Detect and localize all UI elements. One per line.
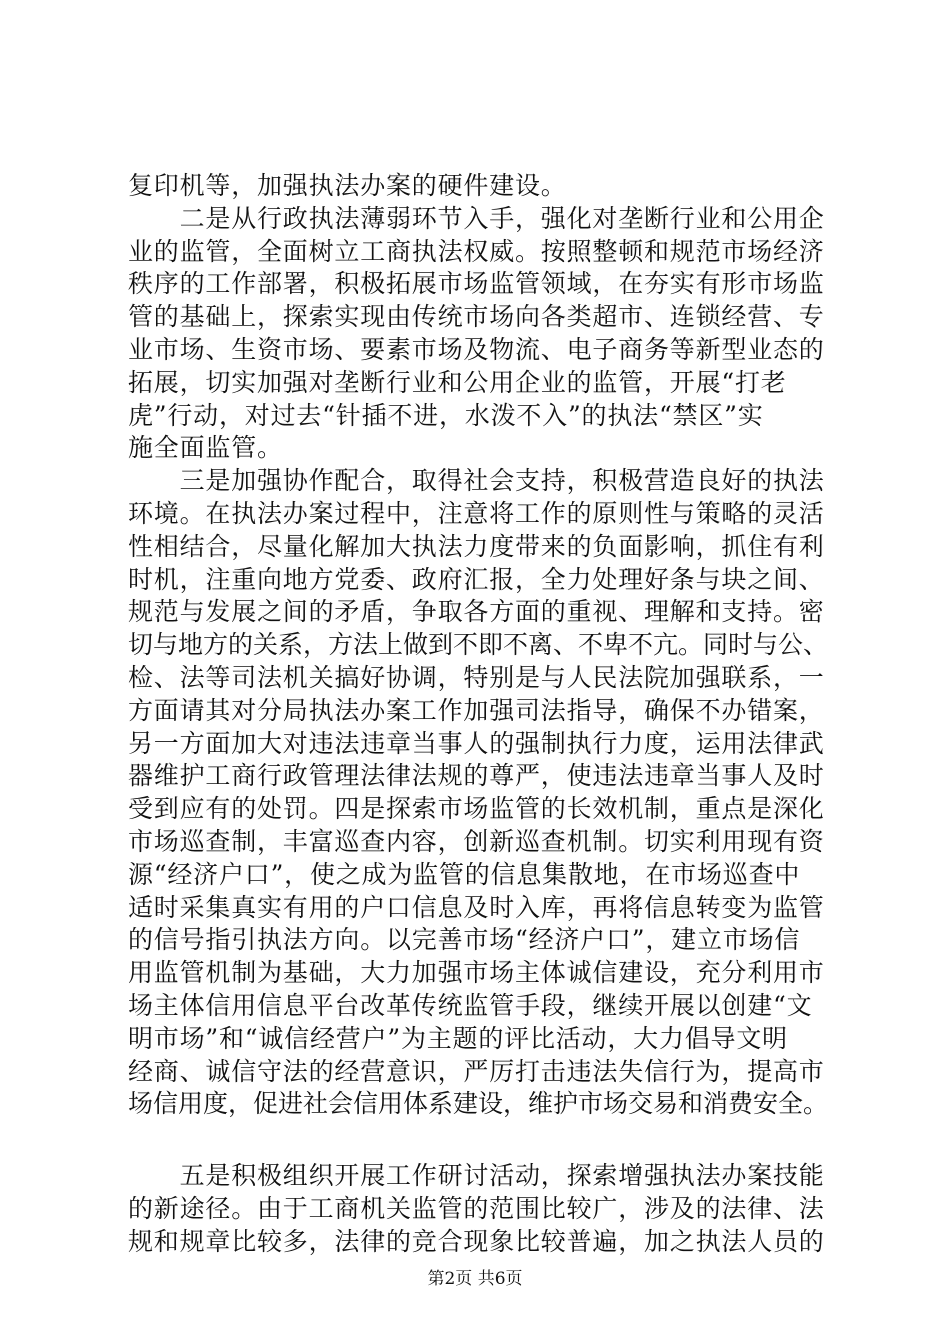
text-line: 场信用度，促进社会信用体系建设，维护市场交易和消费安全。 — [128, 1089, 829, 1119]
paragraph-2 — [128, 203, 830, 465]
text-line: 切与地方的关系，方法上做到不即不离、不卑不亢。同时与公、 — [128, 630, 829, 660]
text-line: 环境。在执法办案过程中，注意将工作的原则性与策略的灵活 — [128, 498, 825, 528]
text-line: 规和规章比较多，法律的竞合现象比较普遍，加之执法人员的 — [128, 1226, 825, 1256]
text-line: 复印机等，加强执法办案的硬件建设。 — [128, 171, 567, 200]
text-line: 明市场”和“诚信经营户”为主题的评比活动，大力倡导文明 — [128, 1023, 788, 1053]
page-number-footer: 第2页 共6页 — [427, 1269, 523, 1289]
text-line: 管的基础上，探索实现由传统市场向各类超市、连锁经营、专 — [128, 302, 825, 332]
text-line: 规范与发展之间的矛盾，争取各方面的重视、理解和支持。密 — [128, 597, 825, 627]
document-body — [128, 170, 830, 1259]
text-line: 适时采集真实有用的户口信息及时入库，再将信息转变为监管 — [128, 892, 825, 922]
text-line: 施全面监管。 — [128, 433, 283, 463]
text-line: 的信号指引执法方向。以完善市场“经济户口”，建立市场信 — [128, 925, 801, 955]
text-line: 经商、诚信守法的经营意识，严厉打击违法失信行为，提高市 — [128, 1056, 825, 1086]
text-line: 源“经济户口”，使之成为监管的信息集散地，在市场巡查中 — [128, 859, 801, 889]
paragraph-1 — [128, 170, 830, 203]
text-line: 五是积极组织开展工作研讨活动，探索增强执法办案技能 — [128, 1161, 825, 1191]
text-line: 虎”行动，对过去“针插不进，水泼不入”的执法“禁区”实 — [128, 400, 764, 430]
paragraph-3 — [128, 465, 830, 1121]
text-line: 市场巡查制，丰富巡查内容，创新巡查机制。切实利用现有资 — [128, 826, 825, 856]
text-line: 另一方面加大对违法违章当事人的强制执行力度，运用法律武 — [128, 728, 825, 758]
text-line: 方面请其对分局执法办案工作加强司法指导，确保不办错案， — [128, 695, 825, 725]
paragraph-spacer — [128, 1121, 830, 1160]
text-line: 业的监管，全面树立工商执法权威。按照整顿和规范市场经济 — [128, 236, 825, 266]
text-line: 秩序的工作部署，积极拓展市场监管领域，在夯实有形市场监 — [128, 269, 825, 299]
text-line: 二是从行政执法薄弱环节入手，强化对垄断行业和公用企 — [128, 203, 825, 233]
text-line: 时机，注重向地方党委、政府汇报，全力处理好条与块之间、 — [128, 564, 825, 594]
text-line: 三是加强协作配合，取得社会支持，积极营造良好的执法 — [128, 466, 825, 496]
paragraph-4 — [128, 1160, 830, 1258]
text-line: 器维护工商行政管理法律法规的尊严，使违法违章当事人及时 — [128, 761, 825, 791]
text-line: 业市场、生资市场、要素市场及物流、电子商务等新型业态的 — [128, 334, 825, 364]
text-line: 检、法等司法机关搞好协调，特别是与人民法院加强联系，一 — [128, 662, 825, 692]
text-line: 用监管机制为基础，大力加强市场主体诚信建设，充分利用市 — [128, 958, 825, 988]
text-line: 拓展，切实加强对垄断行业和公用企业的监管，开展“打老 — [128, 367, 787, 397]
text-line: 场主体信用信息平台改革传统监管手段，继续开展以创建“文 — [128, 990, 813, 1020]
text-line: 的新途径。由于工商机关监管的范围比较广，涉及的法律、法 — [128, 1193, 825, 1223]
text-line: 性相结合，尽量化解加大执法力度带来的负面影响，抓住有利 — [128, 531, 825, 561]
text-line: 受到应有的处罚。四是探索市场监管的长效机制，重点是深化 — [128, 794, 825, 824]
